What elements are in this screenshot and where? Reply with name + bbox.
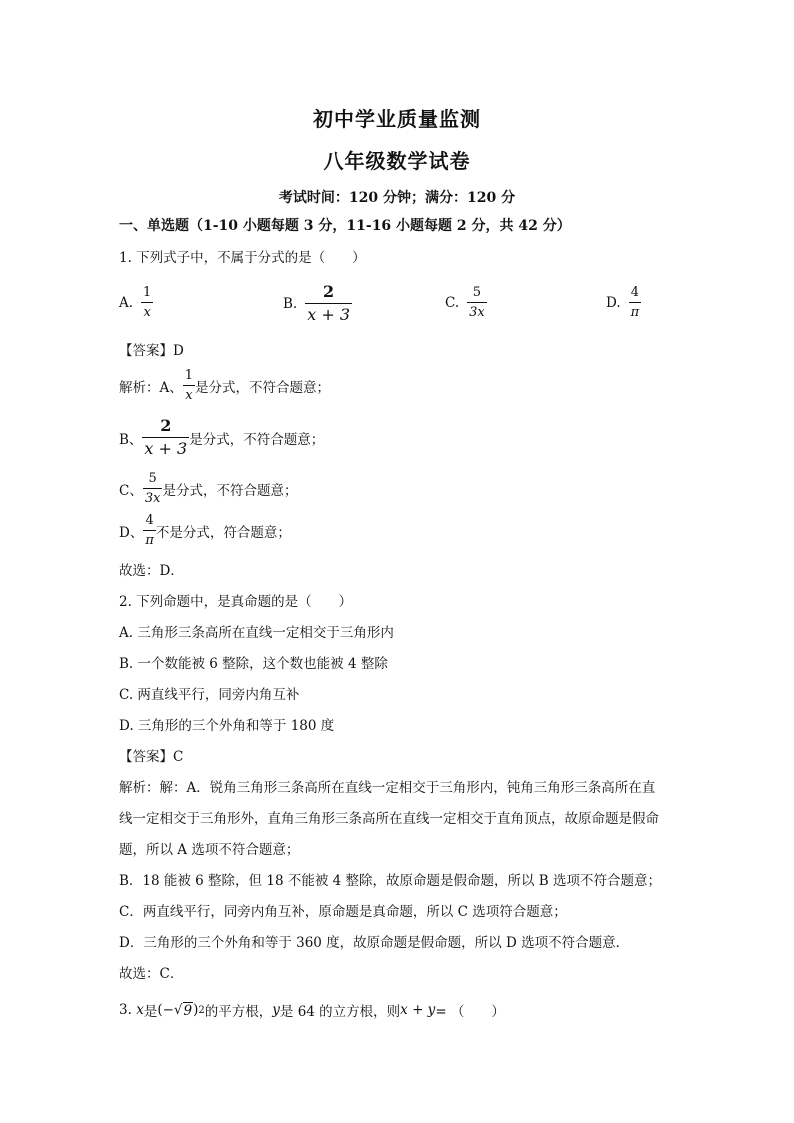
q1-option-d [606, 286, 641, 319]
q1-answer: 【答案】D [119, 343, 184, 359]
stem-text: 的平方根， [204, 1004, 273, 1020]
sqrt-symbol: √ [173, 1002, 183, 1018]
denominator: x [143, 305, 151, 320]
fraction [142, 418, 189, 457]
question-number: 3. [119, 1002, 132, 1018]
exponent: 2 [198, 1004, 205, 1016]
numerator: 4 [145, 513, 154, 528]
numerator: 5 [472, 285, 482, 300]
q1-analysis-d [119, 514, 291, 547]
fraction [143, 514, 156, 547]
analysis-suffix: 是分式，不符合题意； [162, 482, 298, 499]
option-label: A. [119, 294, 134, 311]
q2-analysis-line: 题，所以 A 选项不符合题意； [119, 842, 300, 858]
fraction [143, 472, 163, 505]
numerator: 5 [148, 471, 157, 486]
analysis-prefix: 解析：A、 [119, 379, 183, 396]
q2-option-b: B. 一个数能被 6 整除，这个数也能被 4 整除 [119, 656, 388, 672]
fraction [467, 286, 487, 319]
option-label: D. [606, 294, 621, 311]
option-label: B. [283, 295, 298, 312]
q2-analysis-line: 解析：解：A．锐角三角形三条高所在直线一定相交于三角形内，钝角三角形三条高所在直 [119, 780, 656, 796]
q2-option-c: C. 两直线平行，同旁内角互补 [119, 687, 300, 703]
analysis-prefix: C、 [119, 482, 143, 499]
numerator: 2 [323, 282, 335, 301]
denominator: x + 3 [307, 305, 350, 324]
option-label: C. [445, 294, 460, 311]
section-heading: 一、单选题（1-10 小题每题 3 分，11-16 小题每题 2 分，共 42 分） [119, 218, 571, 234]
analysis-suffix: 是分式，不符合题意； [195, 379, 331, 396]
denominator: π [630, 305, 640, 320]
stem-text: = （ ） [435, 1004, 505, 1020]
exam-info: 考试时间：120 分钟；满分：120 分 [278, 190, 516, 206]
denominator: x + 3 [144, 439, 188, 458]
denominator: π [145, 533, 154, 548]
page-subtitle: 八年级数学试卷 [323, 149, 471, 173]
sum-expression: x + y [400, 1002, 436, 1018]
var-y: y [272, 1002, 280, 1018]
q2-answer: 【答案】C [119, 749, 184, 765]
question-3-stem [119, 1000, 505, 1020]
fraction [141, 286, 153, 319]
analysis-suffix: 不是分式，符合题意； [155, 524, 291, 541]
fraction [305, 284, 352, 323]
q2-analysis-line: B．18 能被 6 整除，但 18 不能被 4 整除，故原命题是假命题，所以 B 选项不符合题意； [119, 873, 661, 889]
analysis-suffix: 是分式，不符合题意； [189, 431, 325, 448]
page-title: 初中学业质量监测 [313, 107, 481, 131]
q1-option-a [119, 286, 153, 319]
numerator: 2 [160, 416, 172, 435]
var-x: x [136, 1002, 144, 1018]
question-1-stem: 1. 下列式子中，不属于分式的是（ ） [119, 250, 366, 266]
numerator: 1 [143, 285, 152, 300]
expr-close: ) [193, 1002, 199, 1018]
denominator: x [185, 388, 193, 403]
q2-analysis-line: C．两直线平行，同旁内角互补，原命题是真命题，所以 C 选项符合题意； [119, 904, 567, 920]
q1-conclusion: 故选：D． [119, 563, 184, 579]
stem-text: 是 64 的立方根，则 [279, 1004, 401, 1020]
q1-option-b [283, 284, 352, 323]
sqrt-argument: 9 [183, 1002, 193, 1019]
fraction [629, 286, 642, 319]
denominator: 3x [144, 491, 161, 506]
q2-analysis-line: D．三角形的三个外角和等于 360 度，故原命题是假命题，所以 D 选项不符合题意． [119, 935, 630, 951]
analysis-prefix: D、 [119, 524, 144, 541]
q2-option-a: A. 三角形三条高所在直线一定相交于三角形内 [119, 625, 394, 641]
fraction [183, 369, 195, 402]
stem-text: 是 [143, 1004, 158, 1020]
q1-analysis-b [119, 418, 324, 457]
q2-analysis-line: 线一定相交于三角形外，直角三角形三条高所在直线一定相交于直角顶点，故原命题是假命 [119, 811, 659, 827]
numerator: 4 [630, 285, 640, 300]
q1-analysis-a [119, 369, 330, 402]
q2-option-d: D. 三角形的三个外角和等于 180 度 [119, 718, 335, 734]
q1-option-c [445, 286, 487, 319]
q2-conclusion: 故选：C． [119, 966, 184, 982]
analysis-prefix: B、 [119, 431, 143, 448]
numerator: 1 [184, 368, 194, 383]
expr-open: (− [157, 1002, 174, 1018]
question-2-stem: 2. 下列命题中，是真命题的是（ ） [119, 594, 353, 610]
q1-analysis-c [119, 472, 297, 505]
denominator: 3x [469, 305, 485, 320]
